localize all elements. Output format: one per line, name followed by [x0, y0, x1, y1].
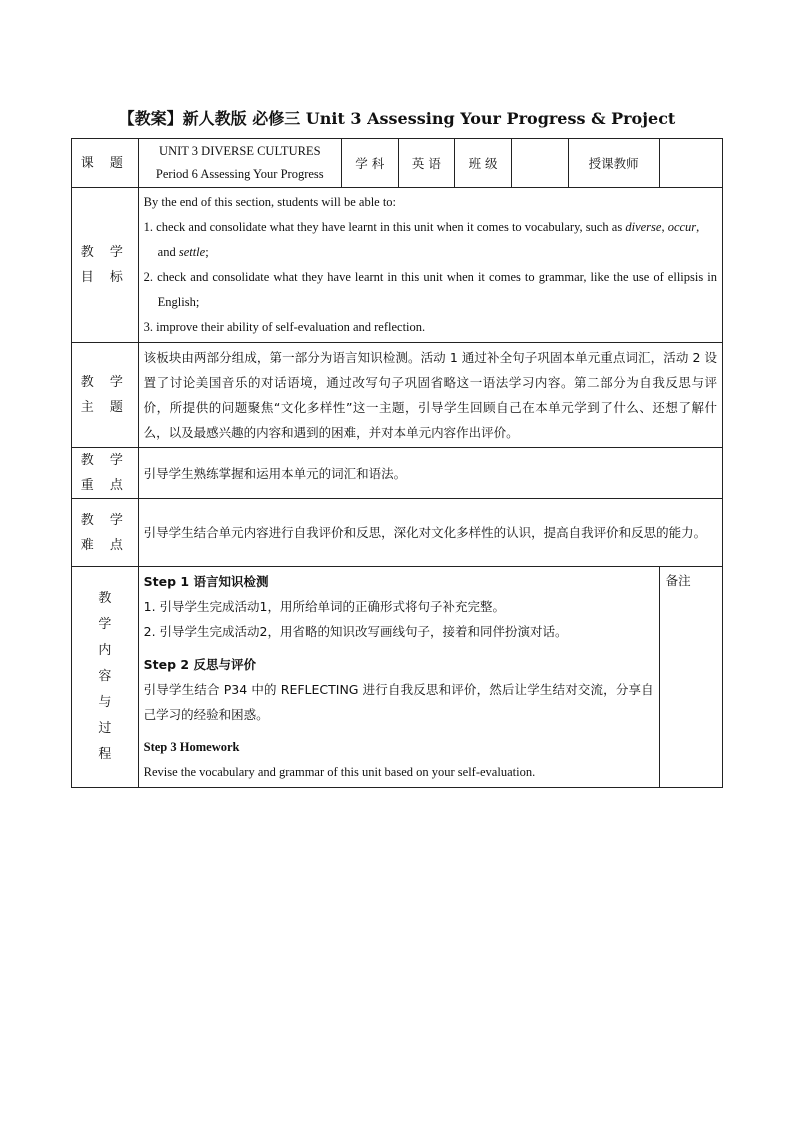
key-points-content: 引导学生熟练掌握和运用本单元的词汇和语法。 — [138, 448, 722, 499]
teacher-label: 授课教师 — [568, 139, 659, 188]
subject-value: 英 语 — [398, 139, 455, 188]
process-label-char-5: 与 — [98, 695, 112, 710]
class-label: 班 级 — [455, 139, 512, 188]
theme-label-line1: 教 学 — [80, 375, 129, 390]
key-points-label-line1: 教 学 — [80, 453, 129, 468]
header-row — [72, 139, 723, 188]
lesson-plan-table — [71, 138, 723, 788]
difficulties-row — [72, 499, 723, 567]
objective-item-2: 2. check and consolidate what they have learnt in this unit when it comes to grammar, like the use of ellipsis in English; — [143, 270, 717, 309]
theme-content: 该板块由两部分组成，第一部分为语言知识检测。活动 1 通过补全句子巩固本单元重点词汇，活动 2 设置了讨论美国音乐的对话语境，通过改写句子巩固省略这一语法学习内容。第二部分为自我反思与评价，所提供的问题聚焦“文化多样性”这一主题，引导学生回顾自己在本单元学到了什么、还想了解什么，以及最感兴趣的内容和遇到的困难，并对本单元内容作出评价。 — [138, 343, 722, 448]
key-points-label — [72, 448, 139, 499]
objective-item-1: 1. check and consolidate what they have learnt in this unit when it comes to vocabulary, such as diverse, occur, and settle; — [143, 220, 700, 259]
teacher-value — [659, 139, 722, 188]
page-title: 【教案】新人教版 必修三 Unit 3 Assessing Your Progress & Project — [118, 109, 676, 128]
course-line-2: Period 6 Assessing Your Progress — [155, 167, 324, 181]
process-label — [72, 567, 139, 788]
process-row — [72, 567, 723, 788]
process-label-char-2: 学 — [98, 617, 112, 632]
key-points-row — [72, 448, 723, 499]
theme-label — [72, 343, 139, 448]
theme-row — [72, 343, 723, 448]
objectives-label-line2: 目 标 — [80, 270, 129, 285]
difficulties-label-line2: 难 点 — [80, 537, 129, 553]
theme-label-line2: 主 题 — [80, 400, 129, 415]
objectives-row — [72, 188, 723, 343]
step1-item-1: 1. 引导学生完成活动1，用所给单词的正确形式将句子补充完整。 — [143, 599, 505, 614]
step3-title: Step 3 Homework — [143, 740, 240, 754]
step2-text: 引导学生结合 P34 中的 REFLECTING 进行自我反思和评价，然后让学生结对交流，分享自己学习的经验和困惑。 — [143, 682, 654, 722]
difficulties-content: 引导学生结合单元内容进行自我评价和反思，深化对文化多样性的认识，提高自我评价和反思的能力。 — [138, 499, 722, 567]
step1-title: Step 1 语言知识检测 — [143, 574, 269, 589]
objectives-label — [72, 188, 139, 343]
key-points-label-line2: 重 点 — [80, 478, 129, 493]
step3-text: Revise the vocabulary and grammar of this unit based on your self-evaluation. — [143, 765, 536, 779]
step2-title: Step 2 反思与评价 — [143, 657, 256, 672]
course-title-cell — [138, 139, 341, 188]
process-label-char-7: 程 — [98, 747, 112, 762]
topic-label: 课 题 — [72, 139, 139, 188]
subject-label: 学 科 — [341, 139, 398, 188]
notes-cell — [659, 567, 722, 788]
difficulties-label-line1: 教 学 — [80, 512, 129, 528]
objectives-label-line1: 教 学 — [80, 245, 129, 260]
process-label-char-1: 教 — [98, 591, 112, 606]
step1-item-2: 2. 引导学生完成活动2，用省略的知识改写画线句子，接着和同伴扮演对话。 — [143, 624, 568, 639]
process-content — [138, 567, 659, 788]
process-label-char-4: 容 — [98, 669, 112, 684]
notes-label: 备注 — [665, 573, 691, 588]
difficulties-label — [72, 499, 139, 567]
process-label-char-3: 内 — [98, 643, 112, 658]
course-line-1: UNIT 3 DIVERSE CULTURES — [159, 144, 321, 158]
objectives-intro: By the end of this section, students will be able to: — [143, 195, 397, 209]
objectives-content — [138, 188, 722, 343]
objective-item-3: 3. improve their ability of self-evaluation and reflection. — [143, 320, 426, 334]
process-label-char-6: 过 — [98, 721, 112, 736]
class-value — [511, 139, 568, 188]
